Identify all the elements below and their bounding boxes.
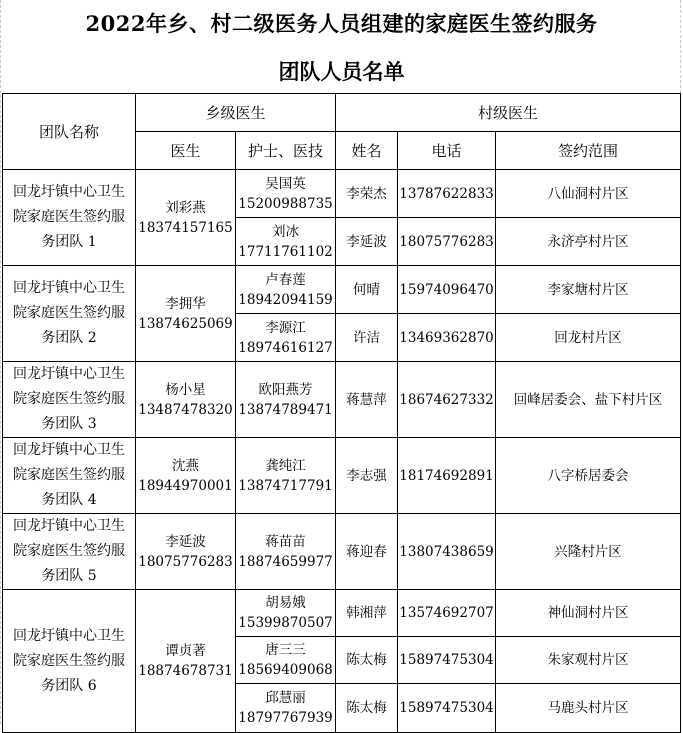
- service-scope: 兴隆村片区: [496, 514, 681, 590]
- doctor-name: 李延波: [165, 533, 206, 550]
- village-doctor-name: 李志强: [336, 438, 398, 514]
- service-scope: 回龙村片区: [496, 314, 681, 362]
- service-scope: 八字桥居委会: [496, 438, 681, 514]
- nurse-name: 唐三三: [265, 642, 306, 658]
- nurse-cell: [236, 637, 336, 684]
- header-nurse: 护士、医技: [236, 132, 336, 170]
- village-doctor-phone: 15974096470: [398, 266, 496, 314]
- nurse-cell: [236, 170, 336, 218]
- table-row: [3, 438, 681, 514]
- doctor-phone: 13487478320: [138, 401, 233, 418]
- village-doctor-phone: 13807438659: [398, 514, 496, 590]
- header-name: 姓名: [336, 132, 398, 170]
- village-doctor-phone: 18075776283: [398, 218, 496, 266]
- village-doctor-name: 许洁: [336, 314, 398, 362]
- doctor-phone: 18075776283: [138, 553, 233, 570]
- service-scope: 朱家观村片区: [496, 637, 681, 684]
- header-row-1: [3, 94, 681, 132]
- village-doctor-phone: 13574692707: [398, 590, 496, 637]
- nurse-cell: [236, 438, 336, 514]
- village-doctor-name: 陈太梅: [336, 684, 398, 733]
- nurse-phone: 17711761102: [238, 243, 333, 260]
- header-village: 村级医生: [336, 94, 681, 132]
- nurse-phone: 18569409068: [238, 662, 333, 678]
- team-name-cell: 回龙圩镇中心卫生院家庭医生签约服务团队 6: [3, 590, 136, 733]
- doctor-name: 李拥华: [165, 295, 206, 312]
- team-name-cell: 回龙圩镇中心卫生院家庭医生签约服务团队 4: [3, 438, 136, 514]
- document-title: 2022年乡、村二级医务人员组建的家庭医生签约服务: [85, 11, 598, 36]
- team-name-cell: 回龙圩镇中心卫生院家庭医生签约服务团队 3: [3, 362, 136, 438]
- village-doctor-phone: 18174692891: [398, 438, 496, 514]
- nurse-phone: 18874659977: [238, 553, 333, 570]
- header-scope: 签约范围: [496, 132, 681, 170]
- doctor-name: 谭贞著: [165, 643, 206, 659]
- roster-table: [2, 93, 681, 733]
- doctor-name: 刘彩燕: [165, 199, 206, 216]
- table-row: [3, 266, 681, 314]
- township-doctor-cell: [136, 514, 236, 590]
- village-doctor-name: 李延波: [336, 218, 398, 266]
- table-row: [3, 514, 681, 590]
- nurse-name: 刘冰: [272, 223, 299, 240]
- village-doctor-name: 韩湘萍: [336, 590, 398, 637]
- village-doctor-name: 何晴: [336, 266, 398, 314]
- doctor-phone: 18944970001: [138, 477, 233, 494]
- header-doctor: 医生: [136, 132, 236, 170]
- table-row: [3, 590, 681, 637]
- nurse-phone: 13874717791: [238, 477, 333, 494]
- nurse-name: 李源江: [265, 319, 306, 336]
- village-doctor-name: 李荣杰: [336, 170, 398, 218]
- nurse-cell: [236, 514, 336, 590]
- table-row: [3, 362, 681, 438]
- doctor-phone: 18874678731: [138, 663, 233, 679]
- village-doctor-name: 陈太梅: [336, 637, 398, 684]
- nurse-phone: 15200988735: [238, 195, 333, 212]
- doctor-phone: 13874625069: [138, 315, 233, 332]
- village-doctor-phone: 15897475304: [398, 684, 496, 733]
- village-doctor-phone: 13787622833: [398, 170, 496, 218]
- township-doctor-cell: [136, 590, 236, 733]
- village-doctor-phone: 13469362870: [398, 314, 496, 362]
- team-name-cell: 回龙圩镇中心卫生院家庭医生签约服务团队 5: [3, 514, 136, 590]
- page-edge-left: [0, 0, 1, 724]
- team-name-cell: 回龙圩镇中心卫生院家庭医生签约服务团队 2: [3, 266, 136, 362]
- nurse-phone: 13874789471: [238, 401, 333, 418]
- township-doctor-cell: [136, 438, 236, 514]
- village-doctor-phone: 18674627332: [398, 362, 496, 438]
- village-doctor-phone: 15897475304: [398, 637, 496, 684]
- village-doctor-name: 蒋慧萍: [336, 362, 398, 438]
- header-township: 乡级医生: [136, 94, 336, 132]
- township-doctor-cell: [136, 362, 236, 438]
- nurse-cell: [236, 218, 336, 266]
- nurse-name: 蒋苗苗: [265, 533, 306, 550]
- nurse-cell: [236, 314, 336, 362]
- nurse-cell: [236, 266, 336, 314]
- village-doctor-name: 蒋迎春: [336, 514, 398, 590]
- team-name-cell: 回龙圩镇中心卫生院家庭医生签约服务团队 1: [3, 170, 136, 266]
- nurse-phone: 15399870507: [238, 615, 333, 631]
- nurse-name: 邱慧丽: [265, 690, 306, 706]
- nurse-phone: 18942094159: [238, 291, 333, 308]
- nurse-cell: [236, 684, 336, 733]
- nurse-name: 胡易娥: [265, 595, 306, 611]
- header-team-name: 团队名称: [3, 94, 136, 170]
- nurse-phone: 18797767939: [238, 710, 333, 726]
- nurse-cell: [236, 590, 336, 637]
- nurse-name: 龚纯江: [265, 457, 306, 474]
- township-doctor-cell: [136, 266, 236, 362]
- township-doctor-cell: [136, 170, 236, 266]
- doctor-phone: 18374157165: [138, 219, 233, 236]
- doctor-name: 沈燕: [172, 457, 199, 474]
- service-scope: 八仙洞村片区: [496, 170, 681, 218]
- nurse-cell: [236, 362, 336, 438]
- nurse-name: 欧阳燕芳: [258, 381, 313, 398]
- service-scope: 李家塘村片区: [496, 266, 681, 314]
- header-phone: 电话: [398, 132, 496, 170]
- table-row: [3, 170, 681, 218]
- service-scope: 永济亭村片区: [496, 218, 681, 266]
- document-subtitle: 团队人员名单: [278, 59, 405, 84]
- service-scope: 马鹿头村片区: [496, 684, 681, 733]
- nurse-phone: 18974616127: [238, 339, 333, 356]
- nurse-name: 吴国英: [265, 175, 306, 192]
- service-scope: 神仙洞村片区: [496, 590, 681, 637]
- service-scope: 回峰居委会、盐下村片区: [496, 362, 681, 438]
- doctor-name: 杨小星: [165, 381, 206, 398]
- nurse-name: 卢春莲: [265, 271, 306, 288]
